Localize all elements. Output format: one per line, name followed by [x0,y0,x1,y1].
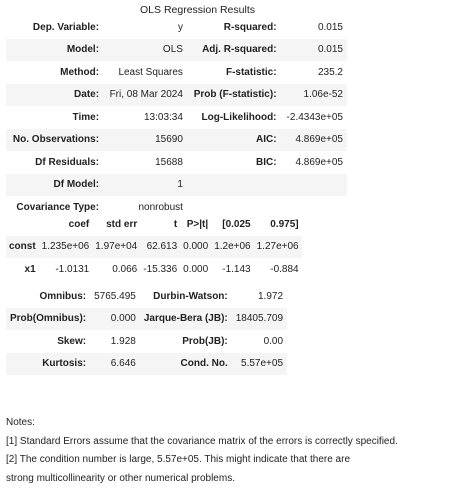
diagnostics-label: Prob(JB): [140,330,232,353]
summary-label: Model: [6,39,103,62]
coef-cell: 0.000 [180,236,211,259]
summary-label: Covariance Type: [6,196,103,219]
note-line: [2] The condition number is large, 5.57e+05. This might indicate that there are [6,451,451,470]
summary-row [6,174,347,197]
summary-label: Df Model: [6,174,103,197]
diagnostics-row [6,308,287,331]
coef-row-label: const [6,236,39,259]
summary-value: y [103,16,187,39]
diagnostics-row [6,285,287,308]
summary-value: Least Squares [103,61,187,84]
coef-cell: -1.143 [211,258,253,281]
summary-value: 13:03:34 [103,106,187,129]
coefficients-table [6,213,302,281]
coef-cell: 0.066 [92,258,140,281]
summary-row [6,84,347,107]
summary-value: 0.015 [281,39,347,62]
coef-cell: 1.97e+04 [92,236,140,259]
coef-header-cell: t [140,213,180,236]
summary-value: 15688 [103,151,187,174]
diagnostics-label: Omnibus: [6,285,90,308]
diagnostics-label: Skew: [6,330,90,353]
summary-value: Fri, 08 Mar 2024 [103,84,187,107]
diagnostics-label: Kurtosis: [6,353,90,376]
summary-value: 4.869e+05 [281,129,347,152]
notes-title: Notes: [6,414,451,433]
coef-row [6,258,302,281]
summary-label: Time: [6,106,103,129]
summary-value: OLS [103,39,187,62]
summary-row [6,129,347,152]
coef-header-cell [6,213,39,236]
summary-value: -2.4343e+05 [281,106,347,129]
diagnostics-value: 1.928 [90,330,140,353]
summary-label: R-squared: [187,16,281,39]
summary-label: F-statistic: [187,61,281,84]
summary-value: 1 [103,174,187,197]
summary-label: Log-Likelihood: [187,106,281,129]
coef-row-label: x1 [6,258,39,281]
diagnostics-label: Prob(Omnibus): [6,308,90,331]
summary-value: nonrobust [103,196,187,219]
coef-cell: 1.27e+06 [254,236,302,259]
diagnostics-value: 5765.495 [90,285,140,308]
coef-cell: -15.336 [140,258,180,281]
summary-label: Method: [6,61,103,84]
diagnostics-row [6,353,287,376]
summary-label: Adj. R-squared: [187,39,281,62]
coef-header-row [6,213,302,236]
summary-label: AIC: [187,129,281,152]
summary-label: Df Residuals: [6,151,103,174]
diagnostics-row [6,330,287,353]
summary-value [281,174,347,197]
note-line: [1] Standard Errors assume that the covariance matrix of the errors is correctly specified. [6,433,451,452]
summary-value: 0.015 [281,16,347,39]
summary-row [6,61,347,84]
coef-header-cell: coef [39,213,93,236]
coef-header-cell: P>|t| [180,213,211,236]
summary-row [6,151,347,174]
summary-row [6,39,347,62]
model-summary-table [6,16,347,219]
diagnostics-label: Jarque-Bera (JB): [140,308,232,331]
summary-value: 15690 [103,129,187,152]
summary-label: Dep. Variable: [6,16,103,39]
summary-label: Date: [6,84,103,107]
diagnostics-label: Cond. No. [140,353,232,376]
summary-value: 4.869e+05 [281,151,347,174]
summary-label: No. Observations: [6,129,103,152]
coef-cell: 1.2e+06 [211,236,253,259]
diagnostics-value: 5.57e+05 [232,353,287,376]
coef-row [6,236,302,259]
coef-cell: 62.613 [140,236,180,259]
coef-cell: 0.000 [180,258,211,281]
diagnostics-value: 0.00 [232,330,287,353]
diagnostics-value: 18405.709 [232,308,287,331]
notes-section [6,414,451,488]
note-line: strong multicollinearity or other numerical problems. [6,470,451,488]
summary-label: BIC: [187,151,281,174]
coef-header-cell: [0.025 [211,213,253,236]
coef-cell: -1.0131 [39,258,93,281]
summary-label: Prob (F-statistic): [187,84,281,107]
diagnostics-value: 6.646 [90,353,140,376]
table-caption: OLS Regression Results [0,4,395,16]
summary-value: 235.2 [281,61,347,84]
diagnostics-label: Durbin-Watson: [140,285,232,308]
summary-value: 1.06e-52 [281,84,347,107]
coef-header-cell: 0.975] [254,213,302,236]
diagnostics-value: 0.000 [90,308,140,331]
summary-row [6,106,347,129]
coef-header-cell: std err [92,213,140,236]
diagnostics-table [6,285,287,375]
coef-cell: 1.235e+06 [39,236,93,259]
diagnostics-value: 1.972 [232,285,287,308]
summary-label [187,174,281,197]
summary-row [6,16,347,39]
coef-cell: -0.884 [254,258,302,281]
